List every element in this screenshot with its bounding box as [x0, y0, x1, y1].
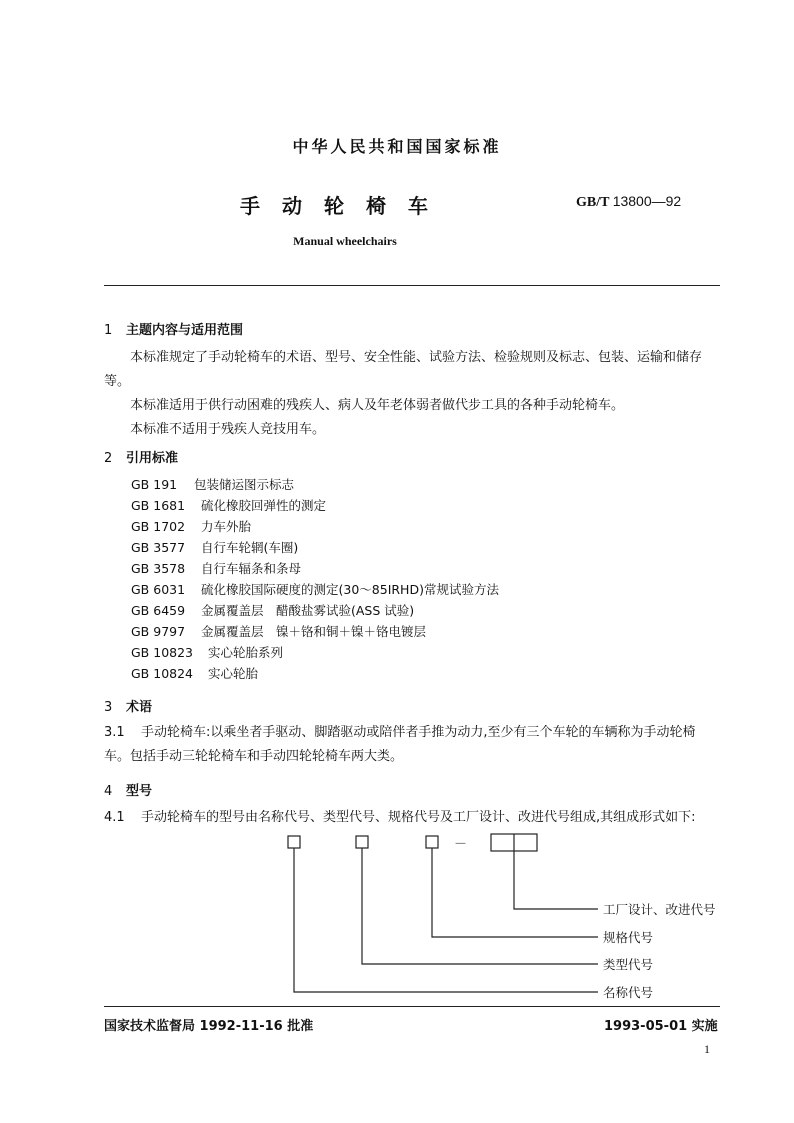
clause-number: 3.1	[104, 725, 125, 740]
section-title: 主题内容与适用范围	[126, 323, 244, 338]
name-code-box	[288, 836, 300, 848]
reference-title: 金属覆盖层 镍＋铬和铜＋镍＋铬电镀层	[201, 624, 427, 639]
reference-code: GB 9797	[131, 624, 186, 639]
clause-number: 4.1	[104, 810, 125, 825]
standard-code	[576, 193, 681, 211]
clause-4-1	[104, 806, 720, 830]
page-number: 1	[704, 1042, 710, 1056]
reference-title: 自行车辐条和条母	[201, 561, 302, 576]
reference-title: 金属覆盖层 醋酸盐雾试验(ASS 试验)	[201, 603, 415, 618]
clause-text: 手动轮椅车的型号由名称代号、类型代号、规格代号及工厂设计、改进代号组成,其组成形式如下:	[141, 810, 696, 825]
reference-code: GB 6459	[131, 603, 186, 618]
document-title: 手动轮椅车	[240, 194, 450, 218]
reference-item	[131, 579, 499, 600]
reference-item	[131, 642, 499, 663]
reference-code: GB 3578	[131, 561, 186, 576]
section-title: 型号	[126, 784, 153, 799]
clause-text: 手动轮椅车:以乘坐者手驱动、脚踏驱动或陪伴者手推为动力,至少有三个车轮的车辆称为手动轮椅车。包括手动三轮轮椅车和手动四轮轮椅车两大类。	[104, 725, 696, 764]
reference-item	[131, 558, 499, 579]
section-1-para-3: 本标准不适用于残疾人竞技用车。	[130, 422, 326, 437]
implementation-text: 1993-05-01 实施	[604, 1019, 718, 1034]
code-number: 13800—92	[612, 193, 682, 209]
code-dash: －	[454, 837, 468, 852]
english-title: Manual wheelchairs	[293, 234, 397, 248]
type-code-box	[356, 836, 368, 848]
reference-item	[131, 621, 499, 642]
label-name-code: 名称代号	[603, 985, 654, 1000]
reference-list	[131, 474, 499, 684]
section-number: 3	[104, 700, 113, 715]
reference-item	[131, 600, 499, 621]
factory-leader-line	[514, 851, 598, 909]
reference-code: GB 10824	[131, 666, 193, 681]
spec-leader-line	[432, 848, 598, 937]
reference-item	[131, 537, 499, 558]
section-4-heading	[104, 780, 152, 799]
national-standard-heading: 中华人民共和国国家标准	[292, 137, 502, 156]
reference-code: GB 191	[131, 477, 178, 492]
reference-code: GB 10823	[131, 645, 193, 660]
section-1-para-1: 本标准规定了手动轮椅车的术语、型号、安全性能、试验方法、检验规则及标志、包装、运输和储存等。	[104, 350, 703, 389]
reference-title: 硫化橡胶国际硬度的测定(30～85IRHD)常规试验方法	[201, 582, 499, 597]
reference-code: GB 1702	[131, 519, 186, 534]
section-3-heading	[104, 696, 152, 715]
reference-item	[131, 474, 499, 495]
model-code-diagram	[280, 828, 610, 1003]
section-1-heading	[104, 319, 243, 338]
type-leader-line	[362, 848, 598, 964]
reference-title: 实心轮胎系列	[208, 645, 284, 660]
reference-code: GB 1681	[131, 498, 186, 513]
spec-code-box	[426, 836, 438, 848]
code-prefix: GB/T	[576, 195, 610, 210]
section-number: 1	[104, 323, 113, 338]
clause-3-1	[104, 721, 720, 769]
section-number: 2	[104, 451, 113, 466]
reference-title: 自行车轮辋(车圈)	[201, 540, 299, 555]
reference-title: 硫化橡胶回弹性的测定	[201, 498, 327, 513]
reference-title: 包装储运图示标志	[194, 477, 295, 492]
footer-rule	[104, 1006, 720, 1007]
reference-item	[131, 495, 499, 516]
label-type-code: 类型代号	[603, 957, 654, 972]
label-spec-code: 规格代号	[603, 930, 654, 945]
approval-text: 国家技术监督局 1992-11-16 批准	[104, 1019, 314, 1034]
reference-item	[131, 516, 499, 537]
reference-item	[131, 663, 499, 684]
section-number: 4	[104, 784, 113, 799]
reference-title: 力车外胎	[201, 519, 252, 534]
reference-title: 实心轮胎	[208, 666, 259, 681]
section-2-heading	[104, 447, 178, 466]
header-rule	[104, 285, 720, 286]
name-leader-line	[294, 848, 598, 992]
section-1-para-2: 本标准适用于供行动困难的残疾人、病人及年老体弱者做代步工具的各种手动轮椅车。	[130, 398, 625, 413]
section-title: 术语	[126, 700, 153, 715]
reference-code: GB 6031	[131, 582, 186, 597]
section-title: 引用标准	[126, 451, 179, 466]
reference-code: GB 3577	[131, 540, 186, 555]
label-factory-code: 工厂设计、改进代号	[603, 902, 716, 917]
